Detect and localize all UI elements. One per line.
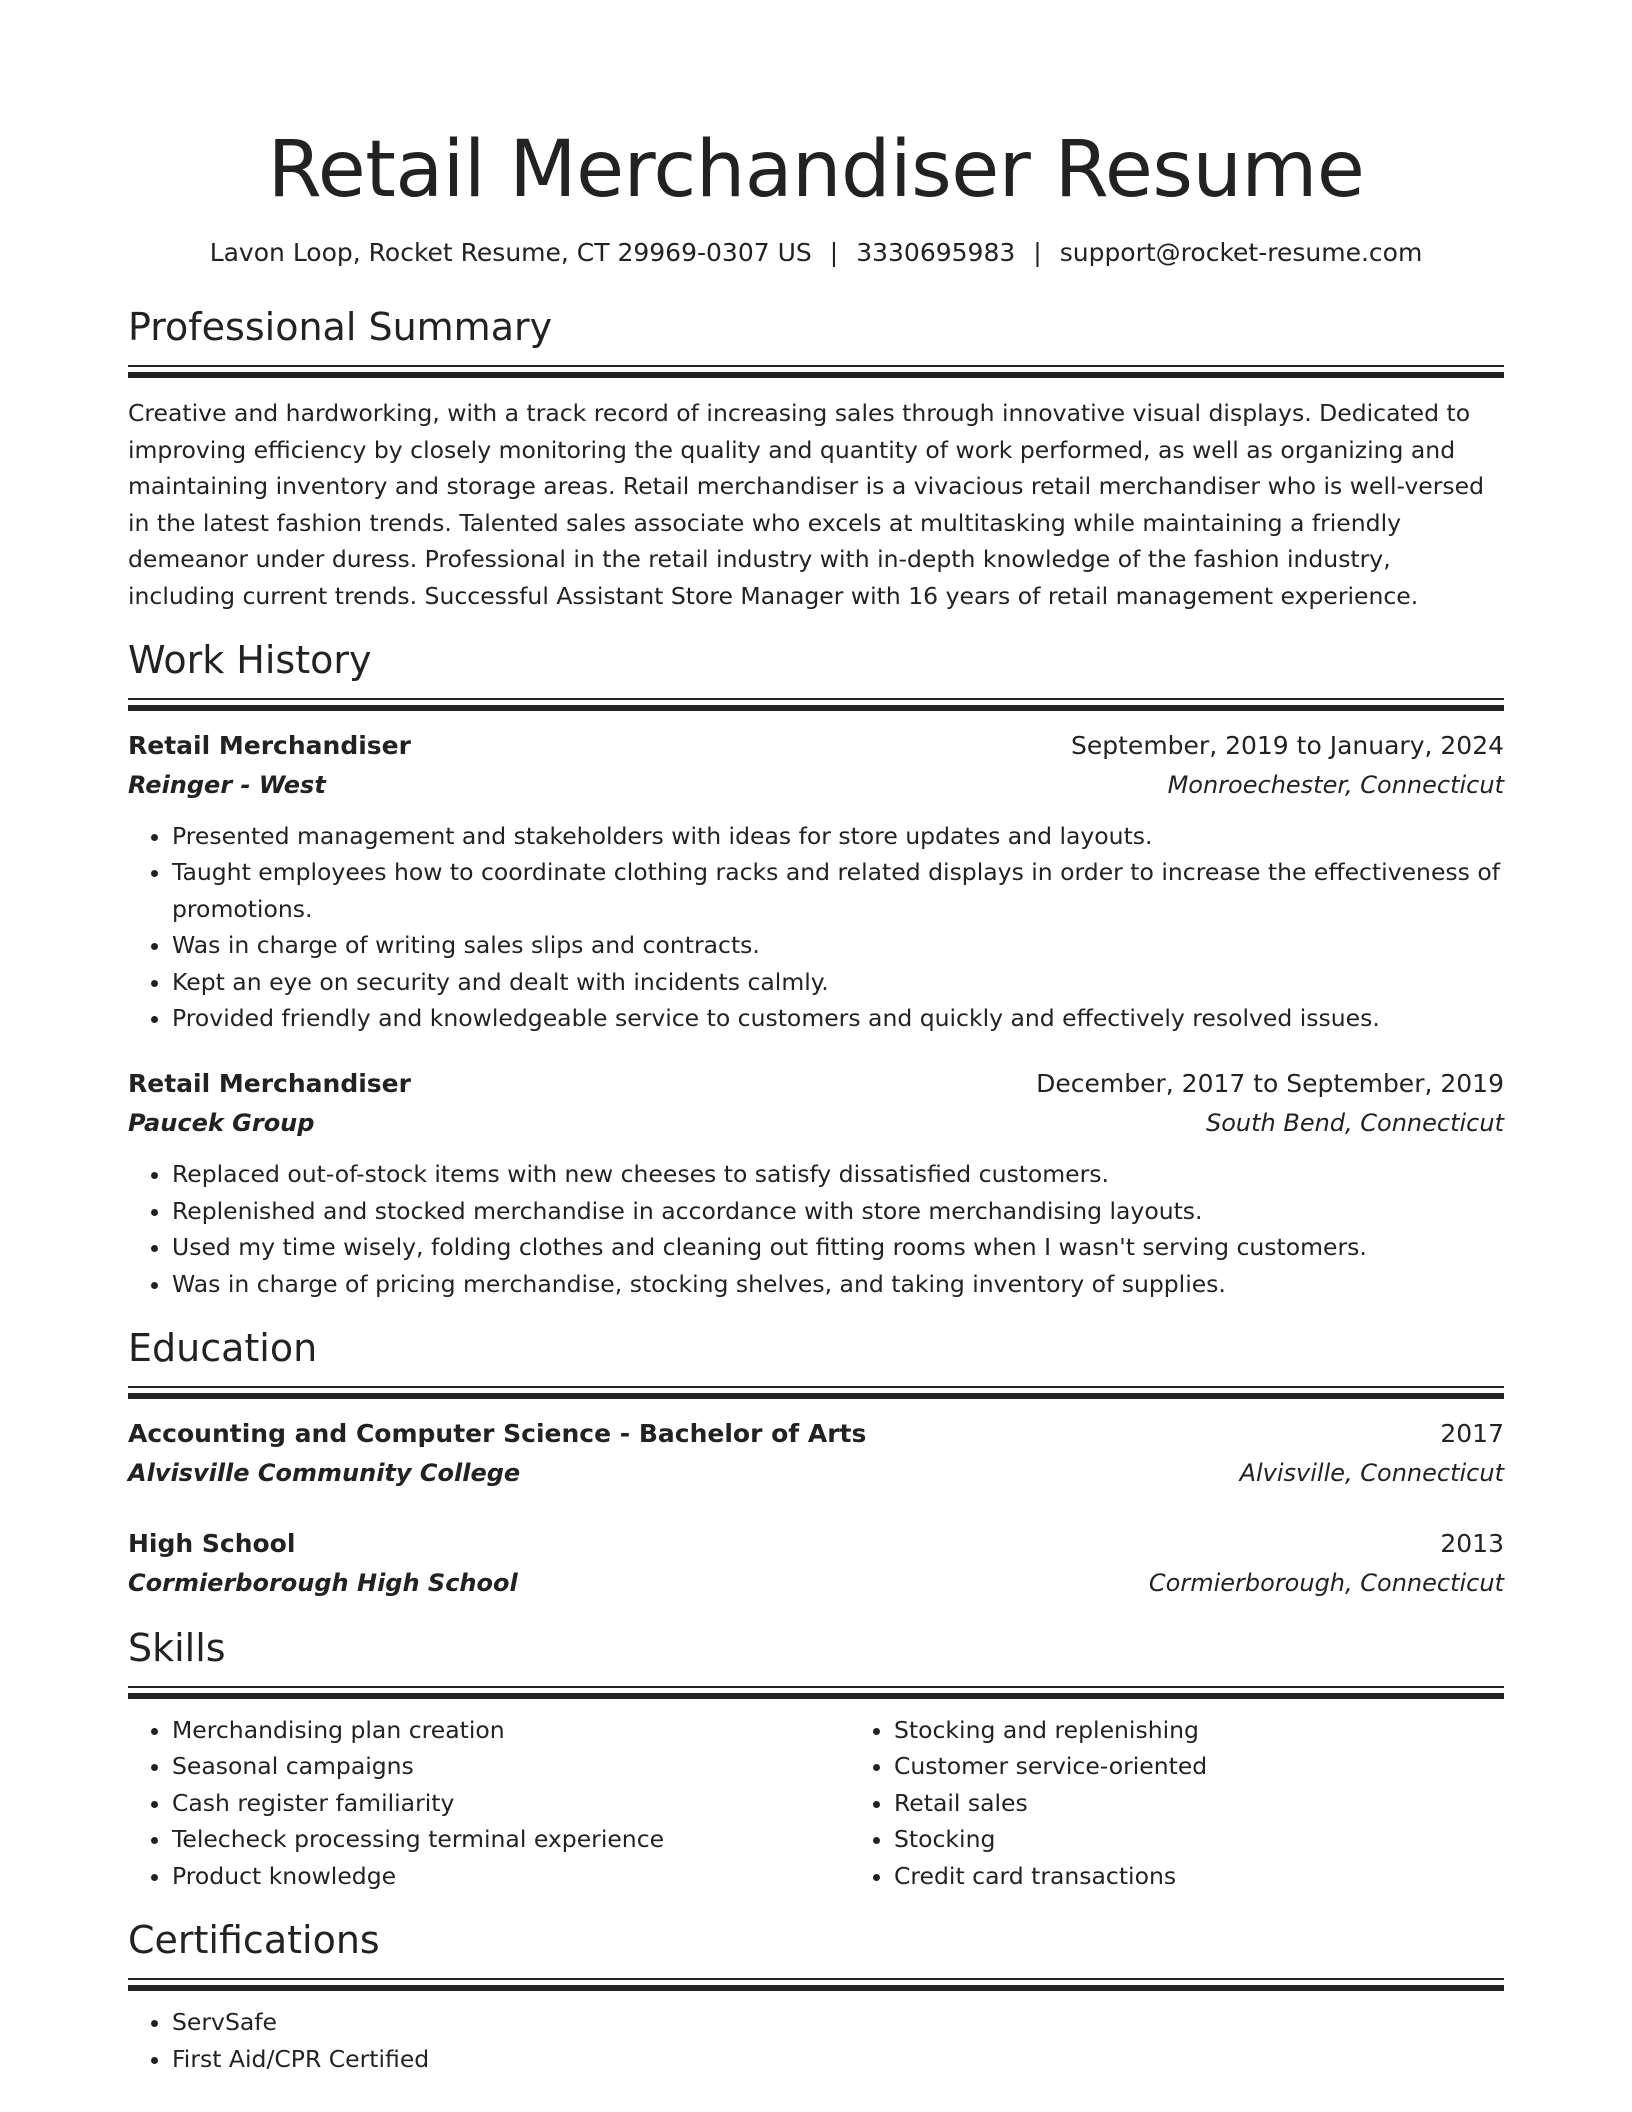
- job-company: Paucek Group: [128, 1109, 315, 1138]
- summary-text: Creative and hardworking, with a track record of increasing sales through innovative visual displays. Dedicated to improving efficiency by closely monitoring the quality and quantity of work performed, as well as organizing and maintaining inventory and storage areas. Retail merchandiser is a vivacious retail merchandiser who is well-versed in the latest fashion trends. Talented sales associate who excels at multitasking while maintaining a friendly demeanor under duress. Professional in the retail industry with in-depth knowledge of the fashion industry, including current trends. Successful Assistant Store Manager with 16 years of retail management experience.: [128, 399, 1485, 610]
- list-item: • ServSafe: [172, 2004, 1504, 2040]
- section-heading-skills: Skills: [128, 1626, 226, 1671]
- education-location: Cormierborough, Connecticut: [1148, 1569, 1504, 1598]
- contact-phone: 3330695983: [856, 238, 1016, 267]
- job-title: Retail Merchandiser: [128, 731, 411, 760]
- education-year: 2017: [1440, 1419, 1504, 1449]
- section-divider: [128, 1978, 1504, 1990]
- list-item: • Seasonal campaigns: [172, 1748, 850, 1784]
- list-item: • Credit card transactions: [894, 1858, 1572, 1894]
- list-item: • Kept an eye on security and dealt with incidents calmly.: [172, 964, 1504, 1000]
- job-duties-list: [128, 818, 1504, 1036]
- list-item: • Provided friendly and knowledgeable service to customers and quickly and effectively resolved issues.: [172, 1000, 1504, 1036]
- section-heading-certifications: Certifications: [128, 1918, 380, 1963]
- education-school: Alvisville Community College: [128, 1459, 521, 1488]
- section-divider: [128, 1686, 1504, 1698]
- education-degree: High School: [128, 1529, 296, 1559]
- job-dates: December, 2017 to September, 2019: [1036, 1069, 1504, 1099]
- resume-title: Retail Merchandiser Resume: [267, 125, 1365, 215]
- list-item: • Retail sales: [894, 1785, 1572, 1821]
- section-heading-work-history: Work History: [128, 638, 372, 682]
- list-item: • Replenished and stocked merchandise in accordance with store merchandising layouts.: [172, 1193, 1504, 1229]
- skills-list-left: [128, 1712, 850, 1894]
- work-history-section: [128, 636, 1504, 1302]
- list-item: • Product knowledge: [172, 1858, 850, 1894]
- certifications-section: [128, 1916, 1504, 2077]
- contact-separator: |: [1033, 238, 1042, 267]
- list-item: • Cash register familiarity: [172, 1785, 850, 1821]
- education-entry: [128, 1414, 1504, 1492]
- list-item: • Stocking and replenishing: [894, 1712, 1572, 1748]
- resume-page: [128, 0, 1504, 2077]
- section-heading-education: Education: [128, 1326, 318, 1371]
- job-company: Reinger - West: [128, 771, 326, 799]
- section-divider: [128, 365, 1504, 377]
- list-item: • Replaced out-of-stock items with new cheeses to satisfy dissatisfied customers.: [172, 1156, 1504, 1192]
- skills-list-right: [850, 1712, 1572, 1894]
- job-entry: [128, 1064, 1504, 1302]
- list-item: • Was in charge of pricing merchandise, stocking shelves, and taking inventory of supplies.: [172, 1266, 1504, 1302]
- skills-section: [128, 1624, 1504, 1894]
- list-item: • First Aid/CPR Certified: [172, 2041, 1504, 2077]
- education-school: Cormierborough High School: [128, 1569, 518, 1598]
- list-item: • Was in charge of writing sales slips and contracts.: [172, 927, 1504, 963]
- list-item: • Taught employees how to coordinate clothing racks and related displays in order to increase the effectiveness of promotions.: [172, 854, 1504, 927]
- section-divider: [128, 698, 1504, 710]
- summary-section: [128, 303, 1504, 614]
- education-year: 2013: [1440, 1529, 1504, 1559]
- list-item: • Stocking: [894, 1821, 1572, 1857]
- job-entry: [128, 726, 1504, 1036]
- list-item: • Presented management and stakeholders with ideas for store updates and layouts.: [172, 818, 1504, 854]
- certifications-list: [128, 2004, 1504, 2077]
- contact-address: Lavon Loop, Rocket Resume, CT 29969-0307 US: [209, 238, 812, 267]
- list-item: • Customer service-oriented: [894, 1748, 1572, 1784]
- skills-grid: [128, 1698, 1504, 1894]
- contact-separator: |: [829, 238, 839, 267]
- education-section: [128, 1324, 1504, 1602]
- education-degree: Accounting and Computer Science - Bachelor of Arts: [128, 1419, 867, 1449]
- list-item: • Used my time wisely, folding clothes and cleaning out fitting rooms when I wasn't serving customers.: [172, 1229, 1504, 1265]
- job-title: Retail Merchandiser: [128, 1069, 411, 1099]
- job-dates: September, 2019 to January, 2024: [1071, 731, 1504, 760]
- contact-email[interactable]: support@rocket-resume.com: [1059, 238, 1423, 267]
- contact-line: [128, 236, 1504, 270]
- job-location: South Bend, Connecticut: [1205, 1109, 1504, 1138]
- section-heading-summary: Professional Summary: [128, 305, 553, 349]
- job-duties-list: [128, 1156, 1504, 1302]
- section-divider: [128, 1386, 1504, 1398]
- list-item: • Merchandising plan creation: [172, 1712, 850, 1748]
- job-location: Monroechester, Connecticut: [1167, 771, 1504, 799]
- list-item: • Telecheck processing terminal experience: [172, 1821, 850, 1857]
- education-entry: [128, 1524, 1504, 1602]
- education-location: Alvisville, Connecticut: [1239, 1459, 1504, 1488]
